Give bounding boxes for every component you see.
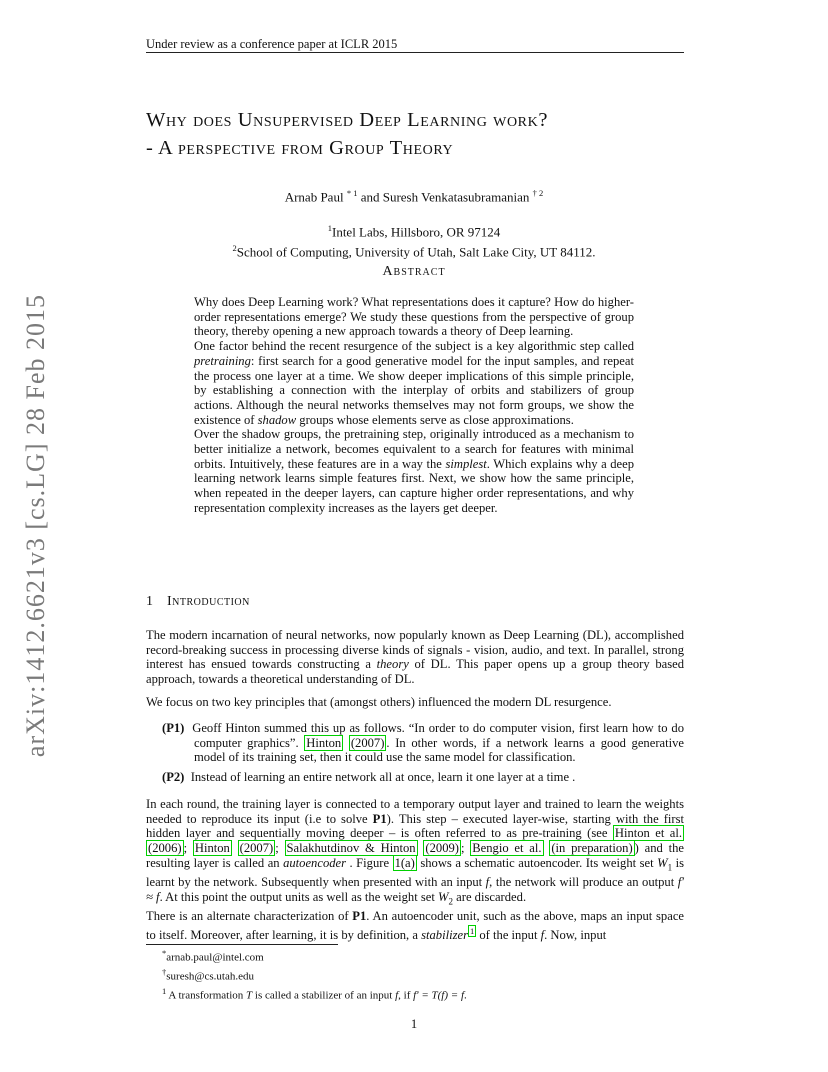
math-symbol: f	[395, 989, 399, 1002]
citation-link[interactable]: (2007)	[350, 735, 385, 750]
text-run: The modern incarnation of neural networks, now popularly known as Deep Learning (DL), accomplished record-breaking success in processing diverse kinds of signals - vision, audio, and text. In parallel, strong interest has ensued towards constructing a	[146, 628, 684, 672]
emphasis: shadow	[257, 412, 297, 427]
text-run: . In other words, if a network learns a good generative model of its training set, then it could use the same model for classification.	[194, 735, 684, 765]
emphasis: pretraining	[194, 353, 251, 368]
principles-list	[162, 721, 684, 790]
footnote-1	[162, 946, 467, 965]
citation-link[interactable]: Hinton	[306, 735, 342, 750]
list-item-p2	[162, 770, 684, 785]
footnote-text: A transformation	[168, 989, 247, 1002]
affiliation-2-text: School of Computing, University of Utah, Salt Lake City, UT 84112.	[236, 244, 596, 260]
citation-link[interactable]: Bengio et al.	[472, 841, 542, 856]
running-header: Under review as a conference paper at ICLR 2015	[146, 37, 398, 51]
section-number: 1	[146, 594, 153, 609]
emphasis: simplest	[445, 456, 487, 471]
intro-paragraph-1	[146, 628, 684, 687]
text-run: , the network will produce an output	[489, 875, 678, 890]
bold-ref: P1	[372, 811, 387, 826]
separator: ;	[460, 841, 471, 856]
text-run: . Figure	[346, 855, 393, 870]
footnote-link[interactable]: 1	[469, 925, 475, 936]
text-run: . An autoencoder unit, such as the above, maps an input space to itself. Moreover, after learning, it is by definition, a	[146, 909, 684, 942]
citation-link[interactable]: (in preparation)	[551, 841, 633, 856]
math-symbol: W	[657, 855, 668, 870]
text-run: ). This step – executed layer-wise, starting with the first hidden layer and sequentially moving deeper – is often referred to as pre-training (see	[146, 811, 684, 841]
affiliation-1-mark: 1	[327, 223, 332, 233]
footnote-mark: *	[162, 948, 167, 958]
citation-link[interactable]: (2006)	[148, 841, 182, 856]
header-rule	[146, 52, 684, 53]
text-run: . Now, input	[544, 927, 607, 942]
text-run: Over the shadow groups, the pretraining step, originally introduced as a mechanism to better initialize a network, becomes equivalent to a search for features with minimal orbits. Intuitively, these features are in a way the	[194, 427, 634, 471]
affiliation-1	[0, 220, 828, 240]
math-subscript: 2	[448, 896, 454, 907]
author-1-marks: * 1	[346, 188, 358, 198]
arxiv-stamp: arXiv:1412.6621v3 [cs.LG] 28 Feb 2015	[21, 294, 50, 758]
figure-link[interactable]: 1(a)	[394, 855, 415, 870]
text-run: In each round, the training layer is connected to a temporary output layer and trained to learn the weights needed to reproduce its input (i.e to solve	[146, 797, 684, 826]
math-symbol: f	[485, 875, 490, 890]
section-heading	[146, 594, 250, 610]
title-line-2: - A perspective from Group Theory	[146, 137, 454, 159]
citation-link[interactable]: (2009)	[425, 841, 459, 856]
abstract-body	[194, 295, 634, 516]
text-run: are discarded.	[453, 889, 527, 904]
intro-paragraph-4	[146, 909, 684, 943]
affiliation-1-text: Intel Labs, Hillsboro, OR 97124	[331, 224, 501, 240]
text-run: Geoff Hinton summed this up as follows. “In order to do computer vision, first learn how to do computer graphics”.	[192, 721, 685, 750]
emphasis: theory	[376, 657, 409, 672]
math-symbol: f	[540, 927, 545, 942]
citation-link[interactable]: Hinton et al.	[614, 826, 682, 841]
paper-title	[146, 106, 706, 162]
abstract-paragraph: Why does Deep Learning work? What representations does it capture? How do higher-order representations emerge? We study these questions from the perspective of group theory, thereby opening a new approach towards a theory of Deep learning.	[194, 295, 634, 339]
text-run: ) and the resulting layer is called an	[146, 841, 684, 870]
section-title: Introduction	[167, 594, 250, 609]
citation-link[interactable]: Salakhutdinov & Hinton	[286, 841, 416, 856]
author-2: Suresh Venkatasubramanian	[382, 189, 530, 205]
footnote-text: is called a stabilizer of an input	[252, 989, 396, 1002]
list-label: (P2)	[162, 770, 185, 785]
footnotes	[162, 946, 467, 1003]
page-number: 1	[410, 1017, 418, 1031]
footnote-text: suresh@cs.utah.edu	[166, 970, 254, 983]
footnote-rule	[146, 944, 338, 945]
abstract-heading: Abstract	[382, 264, 446, 279]
math-expression: f′ ≈ f	[146, 875, 684, 904]
intro-paragraph-3	[146, 797, 684, 909]
text-run: One factor behind the recent resurgence of the subject is a key algorithmic step called	[194, 339, 634, 354]
text-run: is learnt by the network. Subsequently when presented with an input	[146, 855, 684, 890]
footnote-text: .	[464, 989, 467, 1002]
text-run: of the input	[476, 927, 541, 942]
affiliation-2	[0, 240, 828, 260]
title-line-1: Why does Unsupervised Deep Learning work?	[146, 109, 549, 131]
author-2-marks: † 2	[532, 188, 544, 198]
text-run: . At this point the output units as well as the weight set	[159, 889, 439, 904]
text-run: There is an alternate characterization of	[146, 909, 353, 923]
math-subscript: 1	[667, 862, 673, 873]
text-run: . Which explains why a deep learning network learns simple features first. Next, we show how the same principle, when repeated in the deeper layers, can capture higher order representations, and why representation complexity increases as the layers get deeper.	[194, 456, 634, 515]
text-run: : first search for a good generative model for the input samples, and repeat the process one layer at a time. We show deeper implications of this simple principle, by establishing a connection with the interplay of orbits and stabilizers of group actions. Although the neural networks themselves may not form groups, we show the existence of	[194, 353, 634, 427]
math-expression: f′ = T(f) = f	[413, 989, 465, 1002]
footnote-text: , if	[398, 989, 414, 1002]
abstract-paragraph	[194, 339, 634, 427]
separator: ;	[183, 841, 193, 856]
affiliations	[0, 220, 828, 261]
intro-paragraph-2: We focus on two key principles that (amongst others) influenced the modern DL resurgence.	[146, 695, 612, 709]
citation-link[interactable]: Hinton	[194, 841, 230, 856]
footnote-3	[162, 984, 467, 1003]
text-run: Instead of learning an entire network all at once, learn it one layer at a time .	[190, 770, 576, 785]
math-symbol: W	[438, 889, 449, 904]
author-and: and	[360, 189, 380, 205]
affiliation-2-mark: 2	[232, 243, 237, 254]
citation-link[interactable]: (2007)	[239, 841, 274, 856]
abstract-paragraph	[194, 427, 634, 515]
footnote-mark: †	[162, 967, 167, 978]
separator: ;	[275, 841, 285, 856]
footnote-mark: 1	[162, 986, 167, 997]
bold-ref: P1	[352, 909, 367, 923]
text-run: groups whose elements serve as close approximations.	[296, 412, 574, 427]
list-item-p1	[162, 721, 684, 765]
math-symbol: T	[246, 989, 253, 1002]
list-label: (P1)	[162, 721, 185, 735]
author-1: Arnab Paul	[284, 189, 344, 205]
text-run: of DL. This paper opens up a group theory based approach, towards a theoretical understanding of DL.	[146, 657, 684, 687]
emphasis: autoencoder	[283, 855, 347, 870]
emphasis: stabilizer	[421, 927, 468, 942]
text-run: shows a schematic autoencoder. Its weight set	[416, 855, 658, 870]
footnote-text: arnab.paul@intel.com	[166, 951, 264, 964]
footnote-2	[162, 965, 467, 984]
authors	[0, 188, 828, 205]
